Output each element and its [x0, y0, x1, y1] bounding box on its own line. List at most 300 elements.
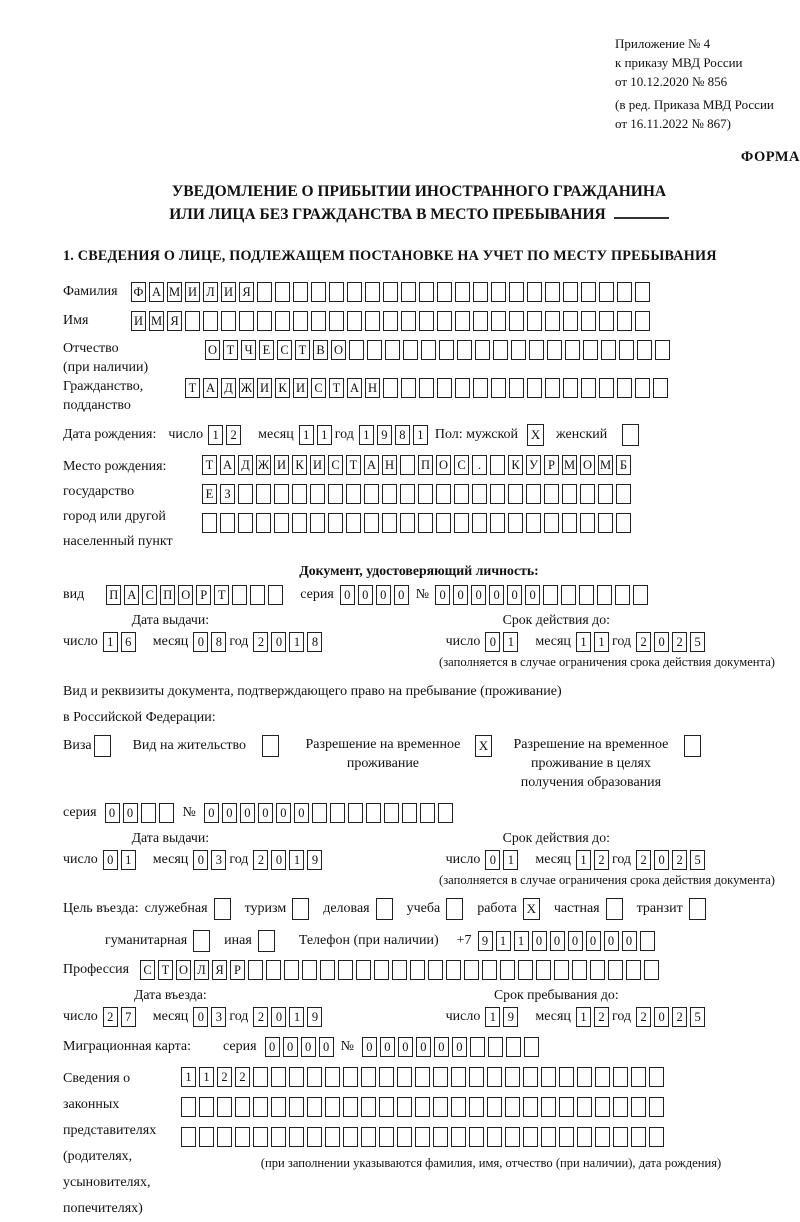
char-box[interactable]	[543, 585, 558, 605]
char-box[interactable]: 2	[672, 1007, 687, 1027]
char-box[interactable]	[356, 960, 371, 980]
char-box[interactable]: Н	[382, 455, 397, 475]
char-box[interactable]	[253, 1097, 268, 1117]
char-box[interactable]	[361, 1067, 376, 1087]
char-box[interactable]	[601, 340, 616, 360]
char-box[interactable]: 0	[319, 1037, 334, 1057]
char-box[interactable]: 2	[672, 850, 687, 870]
sex-male-checkbox[interactable]: X	[527, 424, 544, 446]
char-box[interactable]: 1	[121, 850, 136, 870]
char-box[interactable]: 0	[485, 850, 500, 870]
char-box[interactable]	[633, 585, 648, 605]
char-box[interactable]: И	[221, 282, 236, 302]
purpose-study-checkbox[interactable]	[446, 898, 463, 920]
char-box[interactable]: П	[418, 455, 433, 475]
char-box[interactable]	[418, 513, 433, 533]
char-box[interactable]: 2	[594, 850, 609, 870]
char-box[interactable]	[401, 311, 416, 331]
char-box[interactable]	[490, 513, 505, 533]
char-box[interactable]	[509, 282, 524, 302]
char-box[interactable]: 0	[654, 850, 669, 870]
char-box[interactable]: 7	[121, 1007, 136, 1027]
char-box[interactable]: 3	[211, 850, 226, 870]
char-box[interactable]	[312, 803, 327, 823]
char-box[interactable]: И	[310, 455, 325, 475]
char-box[interactable]	[547, 340, 562, 360]
char-box[interactable]	[635, 311, 650, 331]
char-box[interactable]	[544, 484, 559, 504]
char-box[interactable]: 2	[672, 632, 687, 652]
char-box[interactable]	[563, 378, 578, 398]
char-box[interactable]	[346, 513, 361, 533]
char-box[interactable]	[635, 282, 650, 302]
char-box[interactable]	[364, 484, 379, 504]
char-box[interactable]	[328, 513, 343, 533]
char-box[interactable]: С	[140, 960, 155, 980]
char-box[interactable]	[599, 378, 614, 398]
char-box[interactable]: 9	[307, 1007, 322, 1027]
char-box[interactable]: 0	[452, 1037, 467, 1057]
char-box[interactable]: О	[331, 340, 346, 360]
char-box[interactable]	[361, 1097, 376, 1117]
char-box[interactable]	[562, 484, 577, 504]
char-box[interactable]	[475, 340, 490, 360]
char-box[interactable]	[232, 585, 247, 605]
char-box[interactable]: 0	[380, 1037, 395, 1057]
char-box[interactable]	[383, 378, 398, 398]
char-box[interactable]: 1	[503, 632, 518, 652]
char-box[interactable]: 2	[226, 425, 241, 445]
char-box[interactable]	[274, 484, 289, 504]
char-box[interactable]	[293, 282, 308, 302]
char-box[interactable]	[491, 378, 506, 398]
char-box[interactable]	[433, 1127, 448, 1147]
char-box[interactable]	[310, 484, 325, 504]
char-box[interactable]: 2	[636, 850, 651, 870]
char-box[interactable]	[545, 282, 560, 302]
char-box[interactable]: С	[311, 378, 326, 398]
char-box[interactable]: 2	[594, 1007, 609, 1027]
char-box[interactable]	[402, 803, 417, 823]
char-box[interactable]	[253, 1067, 268, 1087]
char-box[interactable]	[397, 1097, 412, 1117]
char-box[interactable]	[523, 1097, 538, 1117]
char-box[interactable]: 0	[271, 1007, 286, 1027]
char-box[interactable]: 0	[586, 931, 601, 951]
char-box[interactable]	[403, 340, 418, 360]
char-box[interactable]	[203, 311, 218, 331]
char-box[interactable]	[597, 585, 612, 605]
char-box[interactable]	[580, 484, 595, 504]
char-box[interactable]	[238, 513, 253, 533]
char-box[interactable]	[559, 1127, 574, 1147]
char-box[interactable]	[454, 484, 469, 504]
char-box[interactable]	[649, 1097, 664, 1117]
char-box[interactable]: 0	[416, 1037, 431, 1057]
char-box[interactable]	[415, 1067, 430, 1087]
char-box[interactable]	[509, 311, 524, 331]
char-box[interactable]: 1	[413, 425, 428, 445]
char-box[interactable]: 0	[301, 1037, 316, 1057]
char-box[interactable]	[544, 513, 559, 533]
char-box[interactable]	[325, 1067, 340, 1087]
char-box[interactable]	[559, 1067, 574, 1087]
purpose-official-checkbox[interactable]	[214, 898, 231, 920]
char-box[interactable]	[599, 282, 614, 302]
char-box[interactable]	[493, 340, 508, 360]
char-box[interactable]: 0	[193, 632, 208, 652]
char-box[interactable]	[469, 1067, 484, 1087]
char-box[interactable]	[613, 1067, 628, 1087]
char-box[interactable]	[490, 484, 505, 504]
char-box[interactable]	[577, 1127, 592, 1147]
char-box[interactable]: И	[293, 378, 308, 398]
char-box[interactable]	[572, 960, 587, 980]
char-box[interactable]	[433, 1097, 448, 1117]
char-box[interactable]: 0	[258, 803, 273, 823]
char-box[interactable]	[577, 1067, 592, 1087]
char-box[interactable]	[451, 1097, 466, 1117]
char-box[interactable]	[561, 585, 576, 605]
char-box[interactable]: Л	[203, 282, 218, 302]
char-box[interactable]: Я	[212, 960, 227, 980]
char-box[interactable]	[626, 960, 641, 980]
char-box[interactable]	[473, 282, 488, 302]
char-box[interactable]: Ч	[241, 340, 256, 360]
char-box[interactable]	[347, 282, 362, 302]
char-box[interactable]	[199, 1097, 214, 1117]
char-box[interactable]: Т	[185, 378, 200, 398]
char-box[interactable]	[274, 513, 289, 533]
char-box[interactable]: 8	[307, 632, 322, 652]
char-box[interactable]: 0	[283, 1037, 298, 1057]
char-box[interactable]	[292, 484, 307, 504]
char-box[interactable]: Т	[223, 340, 238, 360]
char-box[interactable]: С	[277, 340, 292, 360]
char-box[interactable]	[181, 1097, 196, 1117]
char-box[interactable]	[446, 960, 461, 980]
char-box[interactable]	[635, 378, 650, 398]
residence-permit-checkbox[interactable]	[262, 735, 279, 757]
char-box[interactable]	[325, 1127, 340, 1147]
char-box[interactable]	[271, 1127, 286, 1147]
char-box[interactable]	[343, 1067, 358, 1087]
char-box[interactable]	[439, 340, 454, 360]
char-box[interactable]	[401, 378, 416, 398]
char-box[interactable]: Т	[329, 378, 344, 398]
char-box[interactable]	[580, 513, 595, 533]
char-box[interactable]: С	[454, 455, 469, 475]
char-box[interactable]	[293, 311, 308, 331]
char-box[interactable]	[401, 282, 416, 302]
char-box[interactable]	[239, 311, 254, 331]
char-box[interactable]: Е	[259, 340, 274, 360]
char-box[interactable]: 1	[289, 632, 304, 652]
char-box[interactable]: А	[347, 378, 362, 398]
char-box[interactable]	[302, 960, 317, 980]
char-box[interactable]: 1	[103, 632, 118, 652]
char-box[interactable]: 0	[276, 803, 291, 823]
char-box[interactable]: 1	[299, 425, 314, 445]
char-box[interactable]	[554, 960, 569, 980]
char-box[interactable]: Т	[158, 960, 173, 980]
char-box[interactable]	[311, 311, 326, 331]
char-box[interactable]: 0	[193, 850, 208, 870]
char-box[interactable]: 9	[503, 1007, 518, 1027]
char-box[interactable]	[275, 282, 290, 302]
char-box[interactable]	[457, 340, 472, 360]
char-box[interactable]: 1	[496, 931, 511, 951]
purpose-tourism-checkbox[interactable]	[292, 898, 309, 920]
char-box[interactable]	[487, 1127, 502, 1147]
char-box[interactable]	[349, 340, 364, 360]
char-box[interactable]: М	[562, 455, 577, 475]
char-box[interactable]	[506, 1037, 521, 1057]
char-box[interactable]: И	[131, 311, 146, 331]
char-box[interactable]: 1	[485, 1007, 500, 1027]
char-box[interactable]	[185, 311, 200, 331]
char-box[interactable]	[619, 340, 634, 360]
char-box[interactable]: О	[176, 960, 191, 980]
char-box[interactable]: 2	[253, 1007, 268, 1027]
char-box[interactable]	[488, 1037, 503, 1057]
char-box[interactable]	[598, 484, 613, 504]
char-box[interactable]	[289, 1067, 304, 1087]
char-box[interactable]	[365, 282, 380, 302]
char-box[interactable]	[527, 378, 542, 398]
char-box[interactable]	[469, 1127, 484, 1147]
char-box[interactable]	[366, 803, 381, 823]
char-box[interactable]: Ф	[131, 282, 146, 302]
char-box[interactable]: 0	[507, 585, 522, 605]
char-box[interactable]	[348, 803, 363, 823]
char-box[interactable]: 0	[568, 931, 583, 951]
char-box[interactable]	[631, 1097, 646, 1117]
char-box[interactable]	[367, 340, 382, 360]
char-box[interactable]	[284, 960, 299, 980]
char-box[interactable]: И	[185, 282, 200, 302]
char-box[interactable]	[541, 1097, 556, 1117]
char-box[interactable]	[455, 282, 470, 302]
char-box[interactable]	[410, 960, 425, 980]
char-box[interactable]: Д	[221, 378, 236, 398]
char-box[interactable]: П	[160, 585, 175, 605]
char-box[interactable]	[397, 1127, 412, 1147]
char-box[interactable]	[500, 960, 515, 980]
char-box[interactable]: 0	[294, 803, 309, 823]
char-box[interactable]	[436, 484, 451, 504]
char-box[interactable]: М	[149, 311, 164, 331]
char-box[interactable]: Д	[238, 455, 253, 475]
purpose-work-checkbox[interactable]: X	[523, 898, 540, 920]
char-box[interactable]	[385, 340, 400, 360]
char-box[interactable]: З	[220, 484, 235, 504]
char-box[interactable]	[361, 1127, 376, 1147]
char-box[interactable]	[473, 311, 488, 331]
char-box[interactable]	[437, 378, 452, 398]
visa-checkbox[interactable]	[94, 735, 111, 757]
char-box[interactable]: 2	[636, 1007, 651, 1027]
char-box[interactable]	[292, 513, 307, 533]
char-box[interactable]	[181, 1127, 196, 1147]
char-box[interactable]: О	[580, 455, 595, 475]
purpose-transit-checkbox[interactable]	[689, 898, 706, 920]
char-box[interactable]	[217, 1097, 232, 1117]
char-box[interactable]	[275, 311, 290, 331]
char-box[interactable]	[382, 484, 397, 504]
char-box[interactable]	[419, 378, 434, 398]
char-box[interactable]: 6	[121, 632, 136, 652]
char-box[interactable]: 5	[690, 850, 705, 870]
char-box[interactable]	[579, 585, 594, 605]
char-box[interactable]: 0	[398, 1037, 413, 1057]
char-box[interactable]	[527, 311, 542, 331]
char-box[interactable]	[637, 340, 652, 360]
char-box[interactable]: 9	[377, 425, 392, 445]
char-box[interactable]	[257, 311, 272, 331]
char-box[interactable]: У	[526, 455, 541, 475]
char-box[interactable]	[454, 513, 469, 533]
char-box[interactable]	[379, 1067, 394, 1087]
char-box[interactable]: Т	[295, 340, 310, 360]
char-box[interactable]	[289, 1127, 304, 1147]
char-box[interactable]: 1	[503, 850, 518, 870]
char-box[interactable]	[217, 1127, 232, 1147]
char-box[interactable]	[527, 282, 542, 302]
char-box[interactable]	[415, 1097, 430, 1117]
char-box[interactable]	[599, 311, 614, 331]
char-box[interactable]	[617, 282, 632, 302]
char-box[interactable]: И	[257, 378, 272, 398]
char-box[interactable]: 0	[525, 585, 540, 605]
char-box[interactable]	[563, 282, 578, 302]
char-box[interactable]: Н	[365, 378, 380, 398]
char-box[interactable]	[400, 513, 415, 533]
char-box[interactable]: .	[472, 455, 487, 475]
char-box[interactable]: 0	[271, 632, 286, 652]
char-box[interactable]	[615, 585, 630, 605]
char-box[interactable]: 1	[594, 632, 609, 652]
char-box[interactable]: 9	[478, 931, 493, 951]
char-box[interactable]	[307, 1067, 322, 1087]
char-box[interactable]: 0	[240, 803, 255, 823]
char-box[interactable]	[631, 1127, 646, 1147]
char-box[interactable]	[613, 1127, 628, 1147]
char-box[interactable]: 0	[622, 931, 637, 951]
char-box[interactable]	[541, 1067, 556, 1087]
char-box[interactable]: 2	[253, 632, 268, 652]
char-box[interactable]	[428, 960, 443, 980]
char-box[interactable]	[631, 1067, 646, 1087]
char-box[interactable]	[266, 960, 281, 980]
char-box[interactable]: 5	[690, 1007, 705, 1027]
char-box[interactable]	[420, 803, 435, 823]
char-box[interactable]: 0	[204, 803, 219, 823]
char-box[interactable]	[392, 960, 407, 980]
char-box[interactable]: Б	[616, 455, 631, 475]
char-box[interactable]: Ж	[239, 378, 254, 398]
char-box[interactable]	[320, 960, 335, 980]
char-box[interactable]	[491, 282, 506, 302]
char-box[interactable]: Я	[239, 282, 254, 302]
char-box[interactable]: 0	[265, 1037, 280, 1057]
char-box[interactable]: В	[313, 340, 328, 360]
char-box[interactable]: А	[149, 282, 164, 302]
char-box[interactable]	[311, 282, 326, 302]
char-box[interactable]: 0	[358, 585, 373, 605]
char-box[interactable]: 0	[103, 850, 118, 870]
char-box[interactable]: 9	[307, 850, 322, 870]
char-box[interactable]	[511, 340, 526, 360]
char-box[interactable]	[526, 484, 541, 504]
char-box[interactable]: 0	[435, 585, 450, 605]
char-box[interactable]	[617, 311, 632, 331]
char-box[interactable]	[248, 960, 263, 980]
char-box[interactable]	[581, 378, 596, 398]
char-box[interactable]	[523, 1127, 538, 1147]
char-box[interactable]	[397, 1067, 412, 1087]
char-box[interactable]	[250, 585, 265, 605]
char-box[interactable]	[256, 484, 271, 504]
char-box[interactable]: 1	[576, 850, 591, 870]
char-box[interactable]	[640, 931, 655, 951]
char-box[interactable]: 2	[217, 1067, 232, 1087]
purpose-humanitarian-checkbox[interactable]	[193, 930, 210, 952]
char-box[interactable]: 1	[289, 850, 304, 870]
char-box[interactable]: Я	[167, 311, 182, 331]
sex-female-checkbox[interactable]	[622, 424, 639, 446]
char-box[interactable]	[577, 1097, 592, 1117]
char-box[interactable]	[329, 282, 344, 302]
char-box[interactable]	[199, 1127, 214, 1147]
char-box[interactable]	[379, 1127, 394, 1147]
char-box[interactable]	[482, 960, 497, 980]
char-box[interactable]	[238, 484, 253, 504]
char-box[interactable]	[616, 513, 631, 533]
char-box[interactable]: 8	[395, 425, 410, 445]
char-box[interactable]	[470, 1037, 485, 1057]
char-box[interactable]	[598, 513, 613, 533]
char-box[interactable]	[347, 311, 362, 331]
char-box[interactable]	[608, 960, 623, 980]
char-box[interactable]	[565, 340, 580, 360]
char-box[interactable]	[141, 803, 156, 823]
char-box[interactable]	[487, 1067, 502, 1087]
char-box[interactable]: 1	[181, 1067, 196, 1087]
char-box[interactable]	[419, 311, 434, 331]
char-box[interactable]: К	[292, 455, 307, 475]
char-box[interactable]: 0	[471, 585, 486, 605]
char-box[interactable]	[307, 1127, 322, 1147]
char-box[interactable]	[419, 282, 434, 302]
char-box[interactable]	[595, 1097, 610, 1117]
char-box[interactable]: 2	[103, 1007, 118, 1027]
char-box[interactable]	[505, 1097, 520, 1117]
char-box[interactable]	[235, 1097, 250, 1117]
char-box[interactable]	[364, 513, 379, 533]
char-box[interactable]	[524, 1037, 539, 1057]
char-box[interactable]	[583, 340, 598, 360]
char-box[interactable]	[581, 282, 596, 302]
char-box[interactable]	[490, 455, 505, 475]
char-box[interactable]	[325, 1097, 340, 1117]
char-box[interactable]: С	[142, 585, 157, 605]
char-box[interactable]	[545, 311, 560, 331]
char-box[interactable]	[346, 484, 361, 504]
char-box[interactable]: 2	[235, 1067, 250, 1087]
char-box[interactable]	[613, 1097, 628, 1117]
char-box[interactable]	[455, 378, 470, 398]
